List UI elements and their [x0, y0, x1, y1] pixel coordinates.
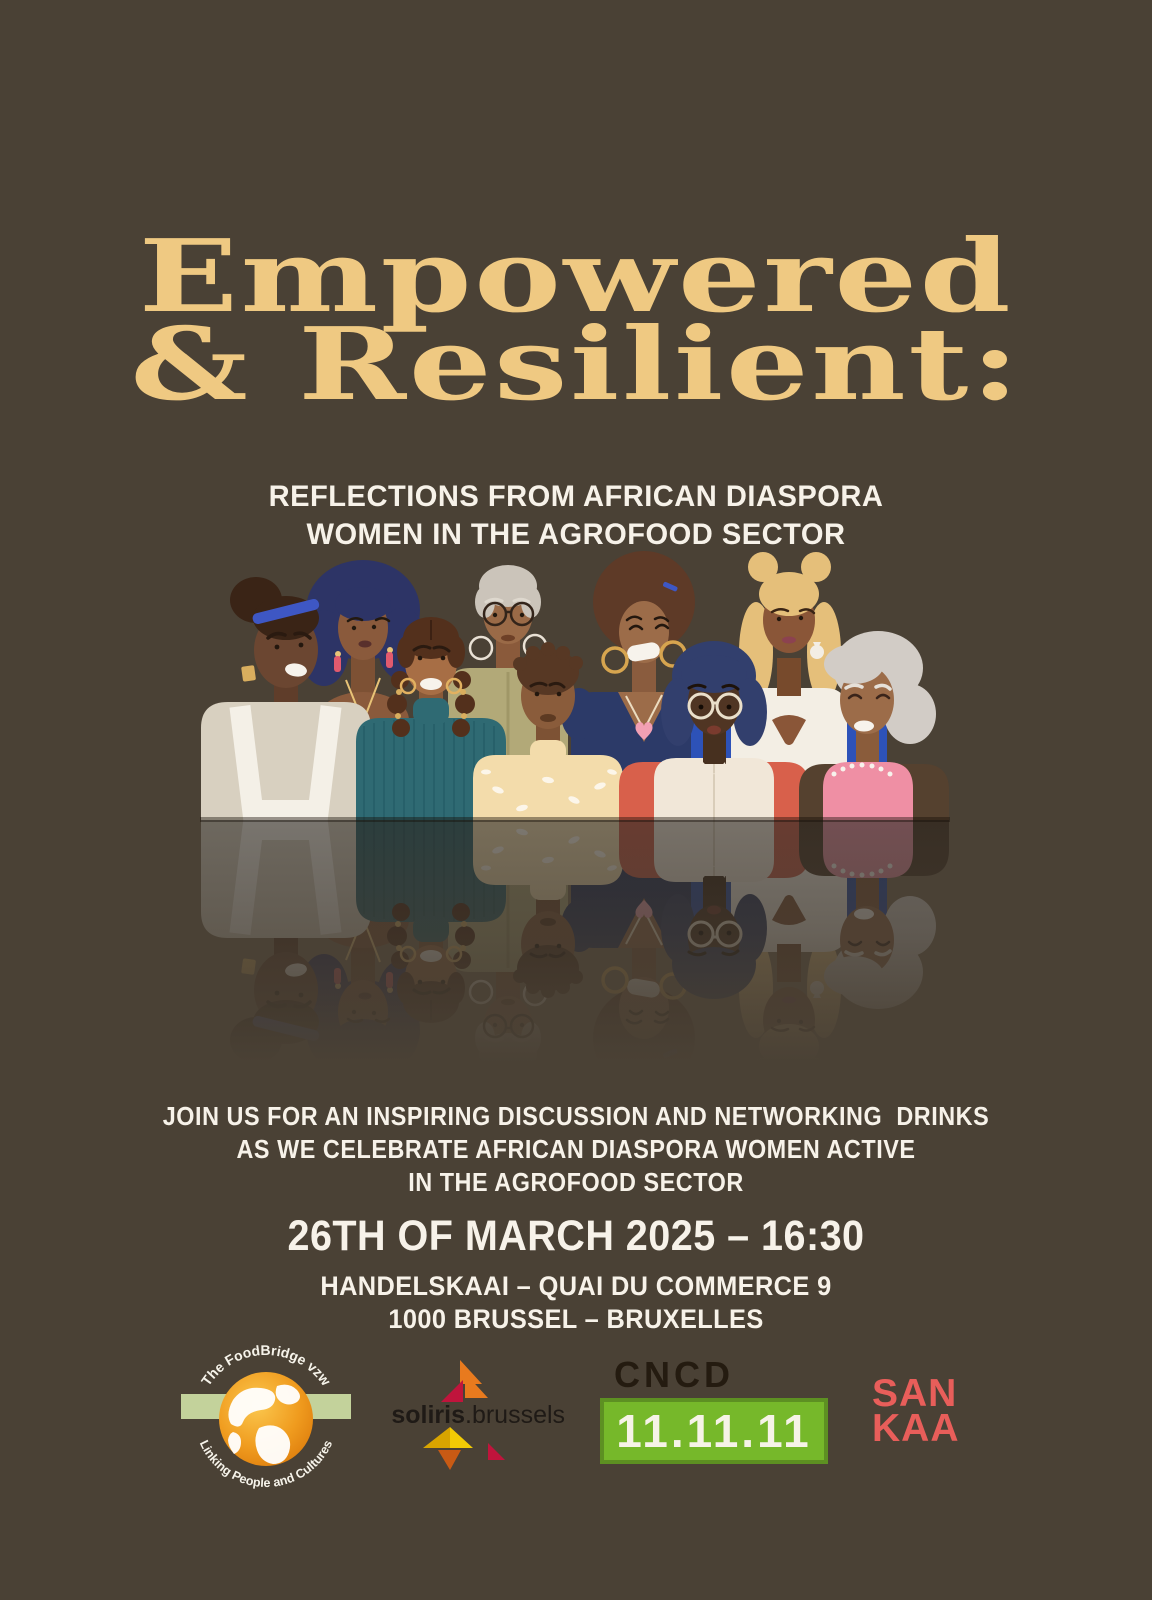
- page-title: [0, 217, 1152, 423]
- invitation-line-2: AS WE CELEBRATE AFRICAN DIASPORA WOMEN ACTIVE: [236, 1134, 916, 1164]
- subtitle-line-2: WOMEN IN THE AGROFOOD SECTOR: [306, 518, 846, 551]
- title-line-1: Empowered: [138, 217, 1014, 335]
- foodbridge-logo-svg: [181, 1336, 351, 1506]
- subtitle-line-1: REFLECTIONS FROM AFRICAN DIASPORA: [268, 480, 884, 513]
- foodbridge-arc-top-text: The FoodBridge vzw: [197, 1341, 335, 1389]
- globe-icon: [219, 1372, 313, 1466]
- women-group-illustration: [186, 550, 966, 820]
- event-datetime: 26TH OF MARCH 2025 – 16:30: [287, 1212, 865, 1260]
- event-address-line-2: 1000 BRUSSEL – BRUXELLES: [388, 1304, 764, 1334]
- soliris-wordmark-light: .brussels: [465, 1401, 566, 1429]
- foodbridge-logo: [181, 1336, 351, 1506]
- women-group-svg: [186, 550, 966, 820]
- soliris-logo-svg: [368, 1350, 582, 1480]
- sankaa-logo: [872, 1372, 960, 1450]
- women-group-reflection: [186, 820, 966, 1070]
- cncd-org-name: CNCD: [614, 1354, 734, 1395]
- cncd-campaign-number: 11.11.11: [616, 1405, 812, 1457]
- title-line-2: & Resilient:: [130, 305, 1022, 423]
- soliris-logo: [368, 1350, 582, 1480]
- sankaa-line-1: SAN: [872, 1372, 958, 1415]
- invitation-text: [58, 1100, 1095, 1199]
- sankaa-line-2: KAA: [872, 1407, 960, 1450]
- event-address-line-1: HANDELSKAAI – QUAI DU COMMERCE 9: [320, 1271, 832, 1301]
- soliris-wordmark-bold: soliris: [391, 1401, 465, 1429]
- event-address: [35, 1270, 1118, 1336]
- invitation-line-1: JOIN US FOR AN INSPIRING DISCUSSION AND NETWORKING DRINKS: [162, 1101, 990, 1131]
- waterline-divider: [200, 817, 950, 822]
- cncd-campaign-box: [600, 1398, 828, 1464]
- reflection-fade-overlay: [186, 820, 966, 1070]
- cncd-logo: [600, 1356, 830, 1464]
- subtitle: [17, 478, 1134, 554]
- foodbridge-arc-bottom-text: Linking People and Cultures: [196, 1437, 336, 1491]
- invitation-line-3: IN THE AGROFOOD SECTOR: [408, 1167, 744, 1197]
